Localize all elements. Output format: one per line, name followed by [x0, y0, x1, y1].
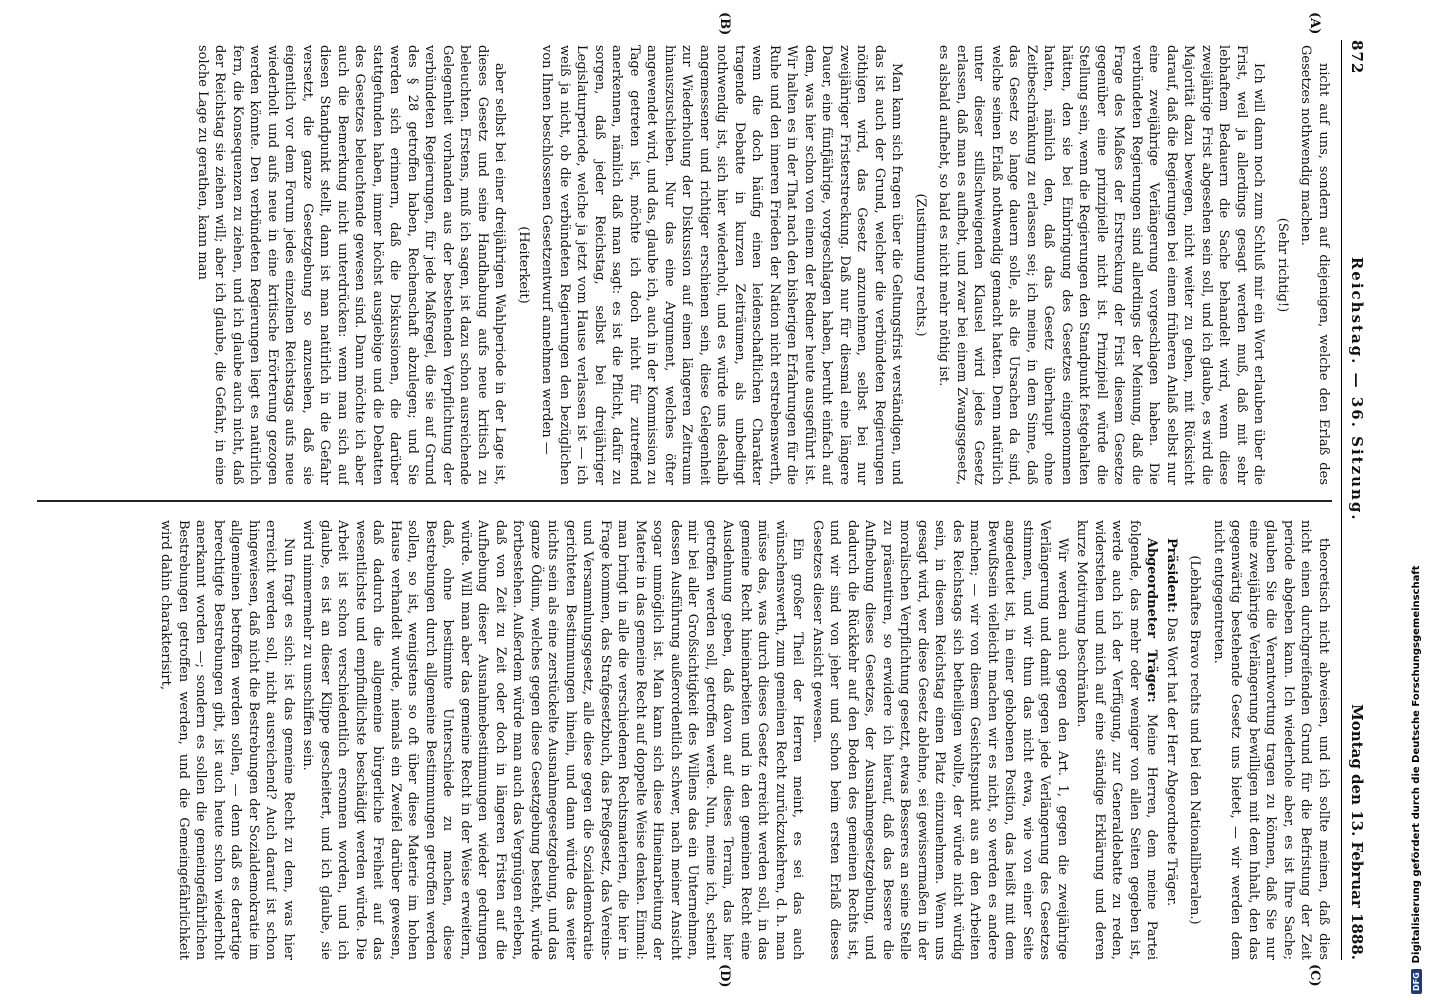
margin-letter-a: (A) — [1307, 12, 1322, 35]
margin-letter-c: (C) — [1307, 964, 1322, 987]
paragraph: Ein großer Theil der Herren meint, es sei das auch wünschenswerth, zum gemeinen Recht zurückzukehren, d. h. man müsse das, was durch dieses Gesetz erreicht werden soll, in das gemeine Recht hineinarbeiten und in den gemeinen Recht eine Ausdehnung geben, daß davon auf dieses Terrain, das hier getroffen werden soll, getroffen werde. Nun, meine ich, scheint mir bei aller Großsichtigkeit des Willens das ein Unternehmen, dessen Ausführung außerordentlich schwer, nach meiner Ansicht sogar unmöglich ist. Man kann sich diese Hineinarbeitung der Materie in das gemeine Recht auf doppelte Weise denken. Einmal: man bringt in alle die verschiedenen Rechtsmaterien, die hier in Frage kommen, das Strafgesetzbuch, das Preßgesetz, das Vereins- und Versammlungsgesetz, alle diese gegen die Sozialdemokratie gerichteten Bestimmungen hinein, und dann würde das weiter nichts sein als eine zerstückelte Ausnahmegesetzgebung, und das ganze Ödium, welches gegen diese Gesetzgebung besteht, würde fortbestehen. Außerdem würde man auch das Vergnügen erleben, daß von Zeit zu Zeit oder doch in längeren Fristen auf die Aufhebung dieser Ausnahmebestimmungen wieder gedrungen würde. Will man aber das gemeine Recht in der Weise erweitern, daß, ohne bestimmte Unterschiede zu machen, diese Bestrebungen durch allgemeine Bestimmungen getroffen werden sollen, so ist, wenigstens so oft über diese Materie im hohen Hause verhandelt wurde, niemals ein Zweifel darüber gewesen, daß dadurch die allgemeine bürgerliche Freiheit auf das wesentlichste und empfindlichste beschädigt werden würde. Die Arbeit ist schon verschiedentlich ersonnen worden, und ich glaube, es ist an dieser Klippe gescheitert, und ich glaube, sie wird nimmermehr zu umschiffen sein. — [300, 520, 806, 960]
page-header — [1341, 40, 1372, 960]
footer-credit-text: Digitalisierung gefördert durch die Deutsche Forschungsgemeinschaft — [1410, 565, 1422, 964]
margin-letter-d: (D) — [717, 964, 732, 988]
footer — [1405, 0, 1427, 1000]
speech-text: Das Wort hat der Herr Abgeordnete Träger. — [1164, 617, 1179, 907]
right-column — [42, 520, 1332, 960]
stage-direction: (Heiterkeit) — [516, 226, 531, 304]
left-column — [42, 45, 1332, 485]
paragraph: Man kann sich fragen über die Geltungsfrist verständigen, und das ist auch der Grund, welcher die verbündeten Regierungen nöthigen wird, das Gesetz anzunehmen, selbst bei nur zweijähriger Fristerstreckung. Daß nur für diesmal eine längere Dauer, eine fünfjährige, vorgeschlagen haben, beruht einfach auf dem, was hier schon von einem der Redner heute ausgeführt ist. Wir halten es in der That nach den bisherigen Erfahrungen für die Ruhe und den inneren Frieden der Nation nicht erstrebenswerth, wenn die doch häufig einen leidenschaftlichen Charakter tragende Debatte in kurzen Zeiträumen, als unbedingt nothwendig ist, sich hier wiederholt, und es würde uns deshalb angemessener und richtiger erschienen sein, diese Gelegenheit zur Wiederholung der Diskussion auf einen längeren Zeitraum hinauszuschieben. Nur das eine Argument, welches öfter angewendet wird, und das, glaube ich, auch in der Kommission zu Tage getreten ist, möchte ich doch nicht für zutreffend anerkennen, nämlich daß man sagt: es ist die Pflicht, dafür zu sorgen, daß jeder Reichstag, selbst bei dreijähriger Legislaturperiode, welche ja jetzt vom Hause verlassen ist — ich weiß ja nicht, ob die verbündeten Regierungen den bezüglichen von Ihnen beschlossenen Gesetzentwurf annehmen werden — — [539, 45, 905, 485]
speaker-paragraph — [1163, 520, 1181, 960]
stage-direction: (Lebhaftes Bravo rechts und bei den Nationalliberalen.) — [1187, 555, 1203, 925]
speaker-paragraph — [1073, 520, 1161, 960]
footer-credit — [1405, 0, 1427, 1000]
speaker-name: Abgeordneter Träger: — [1144, 538, 1160, 703]
header-title: Reichstag. — 36. Sitzung. — [1348, 256, 1366, 522]
speaker-name: Präsident: — [1164, 538, 1179, 613]
paragraph: nicht auf uns, sondern auf diejenigen, welche den Erlaß des Gesetzes nothwendig machen. — [1298, 45, 1331, 485]
speech-text: Meine Herren, dem meine Partei folgende, das mehr oder weniger von allen Seiten gegeben ist, werde auch ich der Verfügung, zur Generaldebatte zu reden, widerstehen und mich auf eine ständige Erklärung und deren kurze Motivirung beschränken. — [1074, 520, 1160, 960]
paragraph: Wir werden auch gegen den Art. 1, gegen die zweijährige Verlängerung und damit gegen jede Verlängerung des Gesetzes stimmen, und wir thun das nicht etwa, wie von einer Seite angedeutet ist, in einer gehobenen Position, das heißt mit dem Bewußtsein vielleicht machen wir es nicht, so werden es andere machen; — wir von diesem Gesichtspunkt aus an den Arbeiten des Reichstags sich betheiligen wollte, der würde nicht würdig sein, in diesem Reichstag einen Platz einzunehmen. Wenn uns gesagt wird, wer diese Gesetz ablehne, sei gewissermaßen in der moralischen Verpflichtung gesetzt, etwas Besseres an seine Stelle zu präsentiren, so erwidere ich hierauf, daß das Bessere die Aufhebung dieses Gesetzes, der Ausnahmegesetzgebung, und dadurch die Rückkehr auf den Boden des gemeinen Rechts ist, und wir sind von jeher und schon beim ersten Erlaß dieses Gesetzes dieser Ansicht gewesen. — [810, 520, 1070, 960]
stage-direction: (Zustimmung rechts.) — [913, 193, 928, 337]
paragraph: Nun fragt es sich: ist das gemeine Recht zu dem, was hier erreicht werden soll, nicht ausreichend? Auch darauf ist schon hingewiesen, daß nicht die Bestrebungen der Sozialdemokratie im allgemeinen betroffen werden sollen, — denn daß es derartige berechtigte Bestrebungen gibt, ist auch heute schon wiederholt anerkannt worden —; sondern es sollen die gemeingefährlichen Bestrebungen getroffen werden, und die Gemeingefährlichkeit wird dahin charakterisirt, — [158, 520, 296, 960]
paragraph: theoretisch nicht abweisen, und ich sollte meinen, daß dies nicht einen durchgreifenden Grund für die Befristung der Zeit periode abgeben kann. Ich wiederhole aber, es ist Ihre Sache; glauben Sie die Verantwortung tragen zu können, daß Sie nur eine zweijährige Verlängerung bewilligen mit dem Inhalt, den das gegenwärtig bestehende Gesetz uns bietet, — wir werden dem nicht entgegentreten. — [1211, 520, 1331, 960]
paragraph: aber selbst bei einer dreijährigen Wahlperiode in der Lage ist, dieses Gesetz und seine Handhabung aufs neue kritisch zu beleuchten. Erstens, muß ich sagen, ist dazu schon ausreichende Gelegenheit vorhanden aus der bestehenden Verpflichtung der verbündeten Regierungen, für jede Maßregel, die sie auf Grund des § 28 getroffen haben, Rechenschaft abzulegen; und Sie werden sich erinnern, daß die Diskussionen, die darüber stattgefunden haben, immer höchst ausgiebige und die Debatten des Gesetzes beleuchtende gewesen sind. Dann möchte ich aber auch die Bemerkung nicht unterdrücken: wenn man sich auf diesen Standpunkt stellt, dann ist man natürlich in die Gefahr versetzt, die ganze Gesetzgebung so anzusehen, daß sie eigentlich vor dem Forum jedes einzelnen Reichstags aufs neue wiederholt und aufs neue in eine kritische Erörterung gezogen werden könnte. Den verbündeten Regierungen liegt es natürlich fern, die Konsequenzen zu ziehen, und ich glaube auch nicht, daß der Reichstag sie ziehen will; aber ich glaube, die Gefahr, in eine solche Lage zu gerathen, kann man — [195, 45, 508, 485]
margin-letter-b: (B) — [717, 12, 732, 36]
paragraph: Ich will dann noch zum Schluß mir ein Wort erlauben über die Frist, weil ja allerdings gesagt werden muß, daß mit sehr lebhaftem Bedauern die Sache behandelt wird, wenn diese zweijährige Frist abgesehen sein soll, und ich glaube, es wird die Majorität dazu bewegen, nicht weiter zu gehen, mit Rücksicht darauf, daß die Regierungen bei einem früheren Anlaß selbst nur eine zweijährige Verlängerung vorgeschlagen haben. Die verbündeten Regierungen sind allerdings der Meinung, daß die Frage des Maßes der Erstreckung der Frist diesem Gesetze gegenüber eine prinzipielle nicht ist. Prinzipiell würde die Stellung sein, wenn die Regierungen den Standpunkt festgehalten hätten, den sie bei Einbringung des Gesetzes eingenommen hatten, nämlich den, daß das Gesetz überhaupt ohne Zeitbeschränkung zu erlassen sei; ich meine, in dem Sinne, daß das Gesetz so lange dauern solle, als die Ursachen da sind, welche seinen Erlaß nothwendig gemacht hatten. Denn natürlich unter dieser stillschweigenden Klausel wird jedes Gesetz erlassen, daß man es aufhebt, und zwar bei einem Zwangsgesetz, es alsbald aufhebt, so bald es nicht mehr nöthig ist. — [936, 45, 1267, 485]
stage-direction: (Sehr richtig!) — [1275, 217, 1290, 313]
dfg-logo: DFG — [1411, 969, 1422, 994]
header-date: Montag den 13. Februar 1888. — [1348, 704, 1366, 960]
column-divider — [37, 500, 1332, 502]
page-number: 872 — [1348, 40, 1366, 75]
